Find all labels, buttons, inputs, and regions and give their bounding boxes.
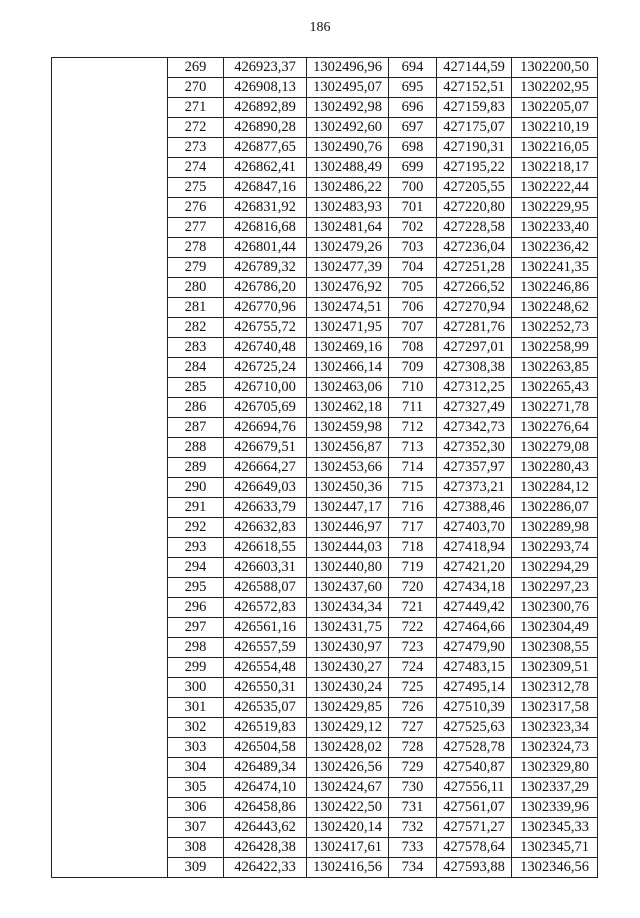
y-coordinate-left: 1302417,61	[307, 838, 389, 858]
point-number-right: 722	[389, 618, 437, 638]
point-number-left: 298	[168, 638, 224, 658]
point-number-right: 699	[389, 158, 437, 178]
point-number-right: 719	[389, 558, 437, 578]
y-coordinate-left: 1302471,95	[307, 318, 389, 338]
x-coordinate-right: 427190,31	[437, 138, 512, 158]
y-coordinate-left: 1302416,56	[307, 858, 389, 878]
x-coordinate-left: 426632,83	[224, 518, 307, 538]
x-coordinate-left: 426489,34	[224, 758, 307, 778]
y-coordinate-left: 1302476,92	[307, 278, 389, 298]
point-number-right: 694	[389, 58, 437, 78]
y-coordinate-right: 1302286,07	[512, 498, 598, 518]
point-number-left: 287	[168, 418, 224, 438]
point-number-right: 724	[389, 658, 437, 678]
point-number-right: 701	[389, 198, 437, 218]
y-coordinate-right: 1302265,43	[512, 378, 598, 398]
y-coordinate-left: 1302440,80	[307, 558, 389, 578]
y-coordinate-left: 1302424,67	[307, 778, 389, 798]
x-coordinate-left: 426816,68	[224, 218, 307, 238]
point-number-left: 273	[168, 138, 224, 158]
x-coordinate-left: 426740,48	[224, 338, 307, 358]
coordinates-table-body	[52, 58, 598, 878]
x-coordinate-left: 426877,65	[224, 138, 307, 158]
point-number-right: 720	[389, 578, 437, 598]
x-coordinate-left: 426892,89	[224, 98, 307, 118]
point-number-right: 706	[389, 298, 437, 318]
y-coordinate-left: 1302426,56	[307, 758, 389, 778]
y-coordinate-left: 1302496,96	[307, 58, 389, 78]
point-number-left: 286	[168, 398, 224, 418]
y-coordinate-right: 1302229,95	[512, 198, 598, 218]
y-coordinate-left: 1302420,14	[307, 818, 389, 838]
point-number-right: 712	[389, 418, 437, 438]
x-coordinate-right: 427312,25	[437, 378, 512, 398]
coordinates-table	[51, 57, 598, 878]
y-coordinate-right: 1302218,17	[512, 158, 598, 178]
x-coordinate-left: 426443,62	[224, 818, 307, 838]
x-coordinate-right: 427525,63	[437, 718, 512, 738]
x-coordinate-right: 427593,88	[437, 858, 512, 878]
y-coordinate-right: 1302345,71	[512, 838, 598, 858]
point-number-right: 717	[389, 518, 437, 538]
y-coordinate-left: 1302430,24	[307, 678, 389, 698]
point-number-right: 708	[389, 338, 437, 358]
x-coordinate-left: 426588,07	[224, 578, 307, 598]
y-coordinate-left: 1302462,18	[307, 398, 389, 418]
y-coordinate-left: 1302447,17	[307, 498, 389, 518]
x-coordinate-right: 427578,64	[437, 838, 512, 858]
x-coordinate-left: 426770,96	[224, 298, 307, 318]
point-number-left: 300	[168, 678, 224, 698]
y-coordinate-left: 1302474,51	[307, 298, 389, 318]
point-number-left: 281	[168, 298, 224, 318]
x-coordinate-right: 427236,04	[437, 238, 512, 258]
x-coordinate-right: 427352,30	[437, 438, 512, 458]
point-number-right: 711	[389, 398, 437, 418]
x-coordinate-left: 426664,27	[224, 458, 307, 478]
y-coordinate-left: 1302495,07	[307, 78, 389, 98]
x-coordinate-right: 427483,15	[437, 658, 512, 678]
x-coordinate-right: 427175,07	[437, 118, 512, 138]
x-coordinate-right: 427357,97	[437, 458, 512, 478]
y-coordinate-left: 1302450,36	[307, 478, 389, 498]
point-number-left: 270	[168, 78, 224, 98]
x-coordinate-right: 427510,39	[437, 698, 512, 718]
x-coordinate-left: 426422,33	[224, 858, 307, 878]
point-number-right: 716	[389, 498, 437, 518]
point-number-right: 730	[389, 778, 437, 798]
point-number-right: 698	[389, 138, 437, 158]
y-coordinate-right: 1302294,29	[512, 558, 598, 578]
x-coordinate-right: 427327,49	[437, 398, 512, 418]
x-coordinate-left: 426705,69	[224, 398, 307, 418]
x-coordinate-left: 426890,28	[224, 118, 307, 138]
point-number-left: 294	[168, 558, 224, 578]
point-number-right: 732	[389, 818, 437, 838]
point-number-left: 304	[168, 758, 224, 778]
x-coordinate-left: 426603,31	[224, 558, 307, 578]
y-coordinate-right: 1302346,56	[512, 858, 598, 878]
y-coordinate-right: 1302258,99	[512, 338, 598, 358]
y-coordinate-right: 1302293,74	[512, 538, 598, 558]
point-number-right: 721	[389, 598, 437, 618]
x-coordinate-left: 426694,76	[224, 418, 307, 438]
y-coordinate-right: 1302289,98	[512, 518, 598, 538]
x-coordinate-right: 427251,28	[437, 258, 512, 278]
x-coordinate-right: 427561,07	[437, 798, 512, 818]
x-coordinate-right: 427144,59	[437, 58, 512, 78]
x-coordinate-right: 427228,58	[437, 218, 512, 238]
point-number-right: 725	[389, 678, 437, 698]
x-coordinate-left: 426535,07	[224, 698, 307, 718]
y-coordinate-right: 1302205,07	[512, 98, 598, 118]
point-number-left: 280	[168, 278, 224, 298]
point-number-left: 307	[168, 818, 224, 838]
y-coordinate-right: 1302323,34	[512, 718, 598, 738]
point-number-right: 703	[389, 238, 437, 258]
y-coordinate-right: 1302210,19	[512, 118, 598, 138]
x-coordinate-left: 426474,10	[224, 778, 307, 798]
point-number-left: 308	[168, 838, 224, 858]
y-coordinate-left: 1302469,16	[307, 338, 389, 358]
x-coordinate-right: 427421,20	[437, 558, 512, 578]
point-number-right: 714	[389, 458, 437, 478]
y-coordinate-right: 1302263,85	[512, 358, 598, 378]
y-coordinate-left: 1302463,06	[307, 378, 389, 398]
x-coordinate-right: 427281,76	[437, 318, 512, 338]
x-coordinate-right: 427571,27	[437, 818, 512, 838]
y-coordinate-right: 1302252,73	[512, 318, 598, 338]
point-number-left: 289	[168, 458, 224, 478]
y-coordinate-left: 1302453,66	[307, 458, 389, 478]
point-number-right: 710	[389, 378, 437, 398]
point-number-right: 729	[389, 758, 437, 778]
x-coordinate-right: 427464,66	[437, 618, 512, 638]
x-coordinate-right: 427152,51	[437, 78, 512, 98]
point-number-left: 295	[168, 578, 224, 598]
point-number-left: 297	[168, 618, 224, 638]
point-number-right: 704	[389, 258, 437, 278]
x-coordinate-left: 426923,37	[224, 58, 307, 78]
y-coordinate-left: 1302477,39	[307, 258, 389, 278]
y-coordinate-left: 1302429,85	[307, 698, 389, 718]
point-number-left: 291	[168, 498, 224, 518]
point-number-right: 696	[389, 98, 437, 118]
x-coordinate-left: 426847,16	[224, 178, 307, 198]
y-coordinate-left: 1302444,03	[307, 538, 389, 558]
y-coordinate-right: 1302276,64	[512, 418, 598, 438]
x-coordinate-left: 426554,48	[224, 658, 307, 678]
point-number-left: 283	[168, 338, 224, 358]
point-number-left: 296	[168, 598, 224, 618]
y-coordinate-left: 1302428,02	[307, 738, 389, 758]
x-coordinate-left: 426801,44	[224, 238, 307, 258]
x-coordinate-left: 426831,92	[224, 198, 307, 218]
point-number-right: 718	[389, 538, 437, 558]
point-number-left: 302	[168, 718, 224, 738]
x-coordinate-left: 426458,86	[224, 798, 307, 818]
y-coordinate-right: 1302284,12	[512, 478, 598, 498]
point-number-left: 277	[168, 218, 224, 238]
x-coordinate-right: 427205,55	[437, 178, 512, 198]
y-coordinate-right: 1302339,96	[512, 798, 598, 818]
point-number-right: 695	[389, 78, 437, 98]
x-coordinate-right: 427403,70	[437, 518, 512, 538]
x-coordinate-left: 426557,59	[224, 638, 307, 658]
y-coordinate-left: 1302483,93	[307, 198, 389, 218]
y-coordinate-left: 1302481,64	[307, 218, 389, 238]
x-coordinate-left: 426561,16	[224, 618, 307, 638]
point-number-right: 728	[389, 738, 437, 758]
y-coordinate-left: 1302434,34	[307, 598, 389, 618]
point-number-left: 288	[168, 438, 224, 458]
point-number-left: 299	[168, 658, 224, 678]
point-number-right: 733	[389, 838, 437, 858]
x-coordinate-right: 427495,14	[437, 678, 512, 698]
y-coordinate-right: 1302202,95	[512, 78, 598, 98]
y-coordinate-left: 1302492,98	[307, 98, 389, 118]
x-coordinate-right: 427449,42	[437, 598, 512, 618]
point-number-left: 301	[168, 698, 224, 718]
point-number-left: 272	[168, 118, 224, 138]
x-coordinate-left: 426633,79	[224, 498, 307, 518]
page-number: 186	[309, 20, 331, 35]
y-coordinate-right: 1302241,35	[512, 258, 598, 278]
y-coordinate-right: 1302236,42	[512, 238, 598, 258]
y-coordinate-left: 1302466,14	[307, 358, 389, 378]
y-coordinate-right: 1302297,23	[512, 578, 598, 598]
y-coordinate-left: 1302479,26	[307, 238, 389, 258]
x-coordinate-left: 426572,83	[224, 598, 307, 618]
x-coordinate-left: 426862,41	[224, 158, 307, 178]
y-coordinate-right: 1302222,44	[512, 178, 598, 198]
point-number-left: 293	[168, 538, 224, 558]
x-coordinate-right: 427434,18	[437, 578, 512, 598]
x-coordinate-right: 427220,80	[437, 198, 512, 218]
x-coordinate-left: 426649,03	[224, 478, 307, 498]
x-coordinate-right: 427556,11	[437, 778, 512, 798]
point-number-left: 292	[168, 518, 224, 538]
x-coordinate-left: 426504,58	[224, 738, 307, 758]
x-coordinate-right: 427342,73	[437, 418, 512, 438]
point-number-right: 713	[389, 438, 437, 458]
y-coordinate-right: 1302317,58	[512, 698, 598, 718]
y-coordinate-right: 1302300,76	[512, 598, 598, 618]
x-coordinate-right: 427528,78	[437, 738, 512, 758]
point-number-right: 731	[389, 798, 437, 818]
point-number-left: 284	[168, 358, 224, 378]
y-coordinate-left: 1302459,98	[307, 418, 389, 438]
x-coordinate-right: 427297,01	[437, 338, 512, 358]
x-coordinate-right: 427308,38	[437, 358, 512, 378]
y-coordinate-left: 1302456,87	[307, 438, 389, 458]
point-number-left: 305	[168, 778, 224, 798]
x-coordinate-left: 426679,51	[224, 438, 307, 458]
point-number-left: 274	[168, 158, 224, 178]
point-number-left: 285	[168, 378, 224, 398]
y-coordinate-right: 1302233,40	[512, 218, 598, 238]
y-coordinate-right: 1302271,78	[512, 398, 598, 418]
point-number-left: 279	[168, 258, 224, 278]
x-coordinate-left: 426908,13	[224, 78, 307, 98]
y-coordinate-right: 1302248,62	[512, 298, 598, 318]
x-coordinate-left: 426786,20	[224, 278, 307, 298]
y-coordinate-left: 1302492,60	[307, 118, 389, 138]
y-coordinate-right: 1302309,51	[512, 658, 598, 678]
point-number-left: 309	[168, 858, 224, 878]
y-coordinate-left: 1302437,60	[307, 578, 389, 598]
y-coordinate-left: 1302422,50	[307, 798, 389, 818]
x-coordinate-left: 426550,31	[224, 678, 307, 698]
y-coordinate-right: 1302337,29	[512, 778, 598, 798]
point-number-left: 278	[168, 238, 224, 258]
point-number-right: 726	[389, 698, 437, 718]
point-number-left: 303	[168, 738, 224, 758]
y-coordinate-left: 1302490,76	[307, 138, 389, 158]
x-coordinate-left: 426618,55	[224, 538, 307, 558]
x-coordinate-right: 427418,94	[437, 538, 512, 558]
point-number-right: 702	[389, 218, 437, 238]
point-number-left: 275	[168, 178, 224, 198]
y-coordinate-right: 1302216,05	[512, 138, 598, 158]
y-coordinate-left: 1302486,22	[307, 178, 389, 198]
point-number-left: 290	[168, 478, 224, 498]
y-coordinate-right: 1302200,50	[512, 58, 598, 78]
x-coordinate-right: 427540,87	[437, 758, 512, 778]
point-number-left: 282	[168, 318, 224, 338]
y-coordinate-left: 1302429,12	[307, 718, 389, 738]
point-number-right: 715	[389, 478, 437, 498]
x-coordinate-right: 427388,46	[437, 498, 512, 518]
x-coordinate-right: 427479,90	[437, 638, 512, 658]
x-coordinate-right: 427270,94	[437, 298, 512, 318]
x-coordinate-right: 427159,83	[437, 98, 512, 118]
x-coordinate-left: 426519,83	[224, 718, 307, 738]
y-coordinate-right: 1302246,86	[512, 278, 598, 298]
point-number-left: 269	[168, 58, 224, 78]
y-coordinate-right: 1302312,78	[512, 678, 598, 698]
y-coordinate-right: 1302345,33	[512, 818, 598, 838]
y-coordinate-right: 1302304,49	[512, 618, 598, 638]
point-number-right: 709	[389, 358, 437, 378]
x-coordinate-left: 426789,32	[224, 258, 307, 278]
point-number-left: 276	[168, 198, 224, 218]
y-coordinate-right: 1302324,73	[512, 738, 598, 758]
y-coordinate-left: 1302430,27	[307, 658, 389, 678]
merged-blank-cell	[52, 58, 168, 878]
point-number-right: 707	[389, 318, 437, 338]
table-row	[52, 58, 598, 78]
y-coordinate-right: 1302308,55	[512, 638, 598, 658]
x-coordinate-left: 426428,38	[224, 838, 307, 858]
y-coordinate-left: 1302431,75	[307, 618, 389, 638]
point-number-right: 705	[389, 278, 437, 298]
y-coordinate-right: 1302279,08	[512, 438, 598, 458]
x-coordinate-left: 426710,00	[224, 378, 307, 398]
point-number-left: 306	[168, 798, 224, 818]
y-coordinate-right: 1302280,43	[512, 458, 598, 478]
x-coordinate-right: 427266,52	[437, 278, 512, 298]
point-number-left: 271	[168, 98, 224, 118]
x-coordinate-left: 426725,24	[224, 358, 307, 378]
point-number-right: 727	[389, 718, 437, 738]
point-number-right: 734	[389, 858, 437, 878]
y-coordinate-right: 1302329,80	[512, 758, 598, 778]
point-number-right: 723	[389, 638, 437, 658]
y-coordinate-left: 1302488,49	[307, 158, 389, 178]
y-coordinate-left: 1302430,97	[307, 638, 389, 658]
point-number-right: 697	[389, 118, 437, 138]
point-number-right: 700	[389, 178, 437, 198]
x-coordinate-right: 427195,22	[437, 158, 512, 178]
x-coordinate-left: 426755,72	[224, 318, 307, 338]
x-coordinate-right: 427373,21	[437, 478, 512, 498]
y-coordinate-left: 1302446,97	[307, 518, 389, 538]
